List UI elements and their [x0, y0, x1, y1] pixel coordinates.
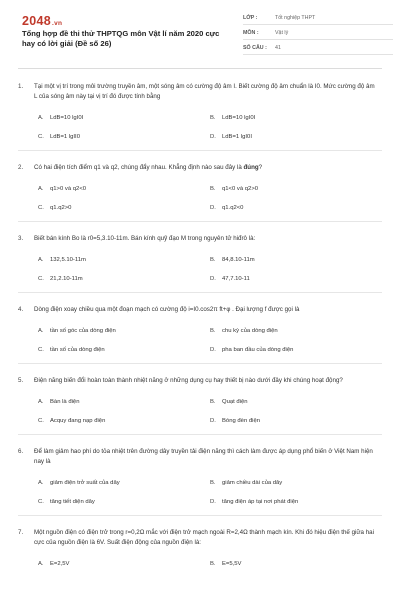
meta-row-subject: [243, 29, 393, 40]
question-1: [18, 82, 382, 151]
question-number: 7.: [18, 529, 24, 536]
option-d[interactable]: [210, 133, 382, 142]
option-letter: B.: [210, 480, 216, 486]
question-text: Tại một vị trí trong môi trường truyền âm, một sóng âm có cường độ âm I. Biết cường độ âm chuẩn là I0. Mức cường độ âm L của sóng âm này tại vị trí đó được tính bằng: [34, 83, 375, 100]
meta-value: Vật lý: [275, 30, 289, 36]
option-text: 47,7.10-11: [222, 276, 250, 282]
option-letter: A.: [38, 115, 44, 121]
option-letter: C.: [38, 134, 44, 140]
option-text: q1<0 và q2>0: [222, 186, 259, 192]
option-letter: B.: [210, 561, 216, 567]
option-text: Quạt điện: [222, 399, 248, 405]
option-letter: C.: [38, 276, 44, 282]
option-d[interactable]: [210, 498, 382, 507]
question-number: 4.: [18, 306, 24, 313]
option-text: tăng tiết diện dây: [50, 499, 95, 505]
option-b[interactable]: [210, 185, 382, 194]
option-text: Acquy đang nạp điện: [50, 418, 106, 424]
question-4: [18, 305, 382, 364]
option-letter: D.: [210, 347, 216, 353]
option-letter: B.: [210, 399, 216, 405]
meta-panel: [243, 14, 393, 59]
option-text: 21,2.10-11m: [50, 276, 83, 282]
question-number: 5.: [18, 377, 24, 384]
question-text: Biết bán kính Bo là r0=5,3.10-11m. Bán kính quỹ đạo M trong nguyên tử hiđrô là:: [34, 235, 256, 242]
question-3: [18, 234, 382, 293]
option-text: Bàn là điện: [50, 399, 80, 405]
option-letter: A.: [38, 399, 44, 405]
option-grid: [18, 327, 382, 355]
question-text: Điện năng biến đổi hoàn toàn thành nhiệt năng ở những dụng cụ hay thiết bị nào dưới đây khi chúng hoạt động?: [34, 377, 343, 384]
option-text: tần số của dòng điện: [50, 347, 105, 353]
question-emphasis: đúng: [243, 164, 259, 171]
option-b[interactable]: [210, 114, 382, 123]
option-text: q1>0 và q2<0: [50, 186, 87, 192]
option-a[interactable]: [38, 560, 210, 569]
option-d[interactable]: [210, 204, 382, 213]
question-text: Để làm giảm hao phí do tỏa nhiệt trên đường dây truyền tải điện năng thì cách làm được áp dụng phổ biến ở Việt Nam hiện nay là: [34, 448, 373, 465]
option-letter: B.: [210, 115, 216, 121]
site-logo[interactable]: [22, 14, 62, 28]
option-text: giảm chiều dài của dây: [222, 480, 283, 486]
option-a[interactable]: [38, 479, 210, 488]
option-grid: [18, 256, 382, 284]
option-letter: D.: [210, 134, 216, 140]
option-text: E=5,5V: [222, 561, 242, 567]
option-a[interactable]: [38, 327, 210, 336]
option-text: LdB=1 lgI0I: [222, 134, 252, 140]
option-c[interactable]: [38, 498, 210, 507]
question-5: [18, 376, 382, 435]
option-b[interactable]: [210, 256, 382, 265]
option-letter: C.: [38, 347, 44, 353]
option-text: E=2,5V: [50, 561, 70, 567]
option-c[interactable]: [38, 417, 210, 426]
option-b[interactable]: [210, 398, 382, 407]
option-letter: D.: [210, 276, 216, 282]
question-number: 3.: [18, 235, 24, 242]
option-grid: [18, 114, 382, 142]
option-d[interactable]: [210, 417, 382, 426]
option-grid: [18, 560, 382, 569]
option-letter: A.: [38, 480, 44, 486]
option-text: LdB=10 lgI0I: [222, 115, 256, 121]
option-letter: D.: [210, 205, 216, 211]
option-d[interactable]: [210, 275, 382, 284]
meta-key: LỚP :: [243, 15, 258, 21]
meta-row-count: [243, 44, 393, 55]
logo-text: 2048: [22, 14, 52, 28]
option-text: 84,8.10-11m: [222, 257, 255, 263]
option-letter: D.: [210, 418, 216, 424]
meta-key: MÔN :: [243, 30, 259, 36]
question-text: [34, 163, 382, 173]
option-c[interactable]: [38, 346, 210, 355]
option-letter: A.: [38, 561, 44, 567]
question-text: Dòng điện xoay chiều qua một đoạn mạch có cường độ i=I0.cos2π ft+φ . Đại lượng f được gọi là: [34, 306, 300, 313]
option-letter: A.: [38, 328, 44, 334]
option-grid: [18, 185, 382, 213]
option-a[interactable]: [38, 185, 210, 194]
option-letter: C.: [38, 418, 44, 424]
option-text: giảm điện trở suất của dây: [50, 480, 120, 486]
question-7: [18, 528, 382, 577]
option-text: pha ban đầu của dòng điện: [222, 347, 294, 353]
question-list: [18, 82, 382, 589]
header-divider: [18, 68, 382, 69]
option-grid: [18, 479, 382, 507]
option-b[interactable]: [210, 327, 382, 336]
option-text: Bóng đèn điện: [222, 418, 260, 424]
option-letter: B.: [210, 257, 216, 263]
meta-row-class: [243, 14, 393, 25]
option-text: tăng điện áp tại nơi phát điện: [222, 499, 299, 505]
option-letter: B.: [210, 328, 216, 334]
question-number: 6.: [18, 448, 24, 455]
page-header: [18, 0, 382, 60]
option-letter: C.: [38, 499, 44, 505]
question-6: [18, 447, 382, 516]
option-text: q1.q2>0: [50, 205, 72, 211]
question-text-end: ?: [258, 164, 263, 171]
option-text: LdB=1 lgII0: [50, 134, 80, 140]
option-text: q1.q2<0: [222, 205, 244, 211]
option-grid: [18, 398, 382, 426]
option-b[interactable]: [210, 479, 382, 488]
option-b[interactable]: [210, 560, 382, 569]
option-c[interactable]: [38, 204, 210, 213]
logo-suffix: .vn: [52, 20, 63, 27]
option-text: chu kỳ của dòng điện: [222, 328, 278, 334]
option-letter: B.: [210, 186, 216, 192]
option-letter: A.: [38, 257, 44, 263]
option-a[interactable]: [38, 398, 210, 407]
meta-value: 41: [275, 45, 281, 51]
option-text: tần số góc của dòng điện: [50, 328, 116, 334]
meta-key: SỐ CÂU :: [243, 45, 267, 51]
document-title: Tổng hợp đề thi thử THPTQG môn Vật lí năm 2020 cực hay có lời giải (Đề số 26): [22, 29, 220, 48]
option-letter: A.: [38, 186, 44, 192]
option-text: 132,5.10-11m: [50, 257, 86, 263]
option-text: LdB=10 lgI0I: [50, 115, 84, 121]
option-letter: C.: [38, 205, 44, 211]
option-c[interactable]: [38, 133, 210, 142]
option-c[interactable]: [38, 275, 210, 284]
option-a[interactable]: [38, 114, 210, 123]
question-text-main: Có hai điện tích điểm q1 và q2, chúng đẩy nhau. Khẳng định nào sau đây là: [34, 164, 242, 171]
option-a[interactable]: [38, 256, 210, 265]
question-text: Một nguồn điện có điện trở trong r=0,2Ω mắc với điện trở mạch ngoài R=2,4Ω thành mạch kín. Khi đó hiệu điện thế giữa hai cực của nguồn điện là 6V. Suất điện động của nguồn điện là:: [34, 529, 374, 546]
question-2: [18, 163, 382, 222]
question-number: 1.: [18, 83, 24, 90]
option-d[interactable]: [210, 346, 382, 355]
option-letter: D.: [210, 499, 216, 505]
question-number: 2.: [18, 164, 24, 171]
meta-value: Tốt nghiệp THPT: [275, 15, 316, 21]
